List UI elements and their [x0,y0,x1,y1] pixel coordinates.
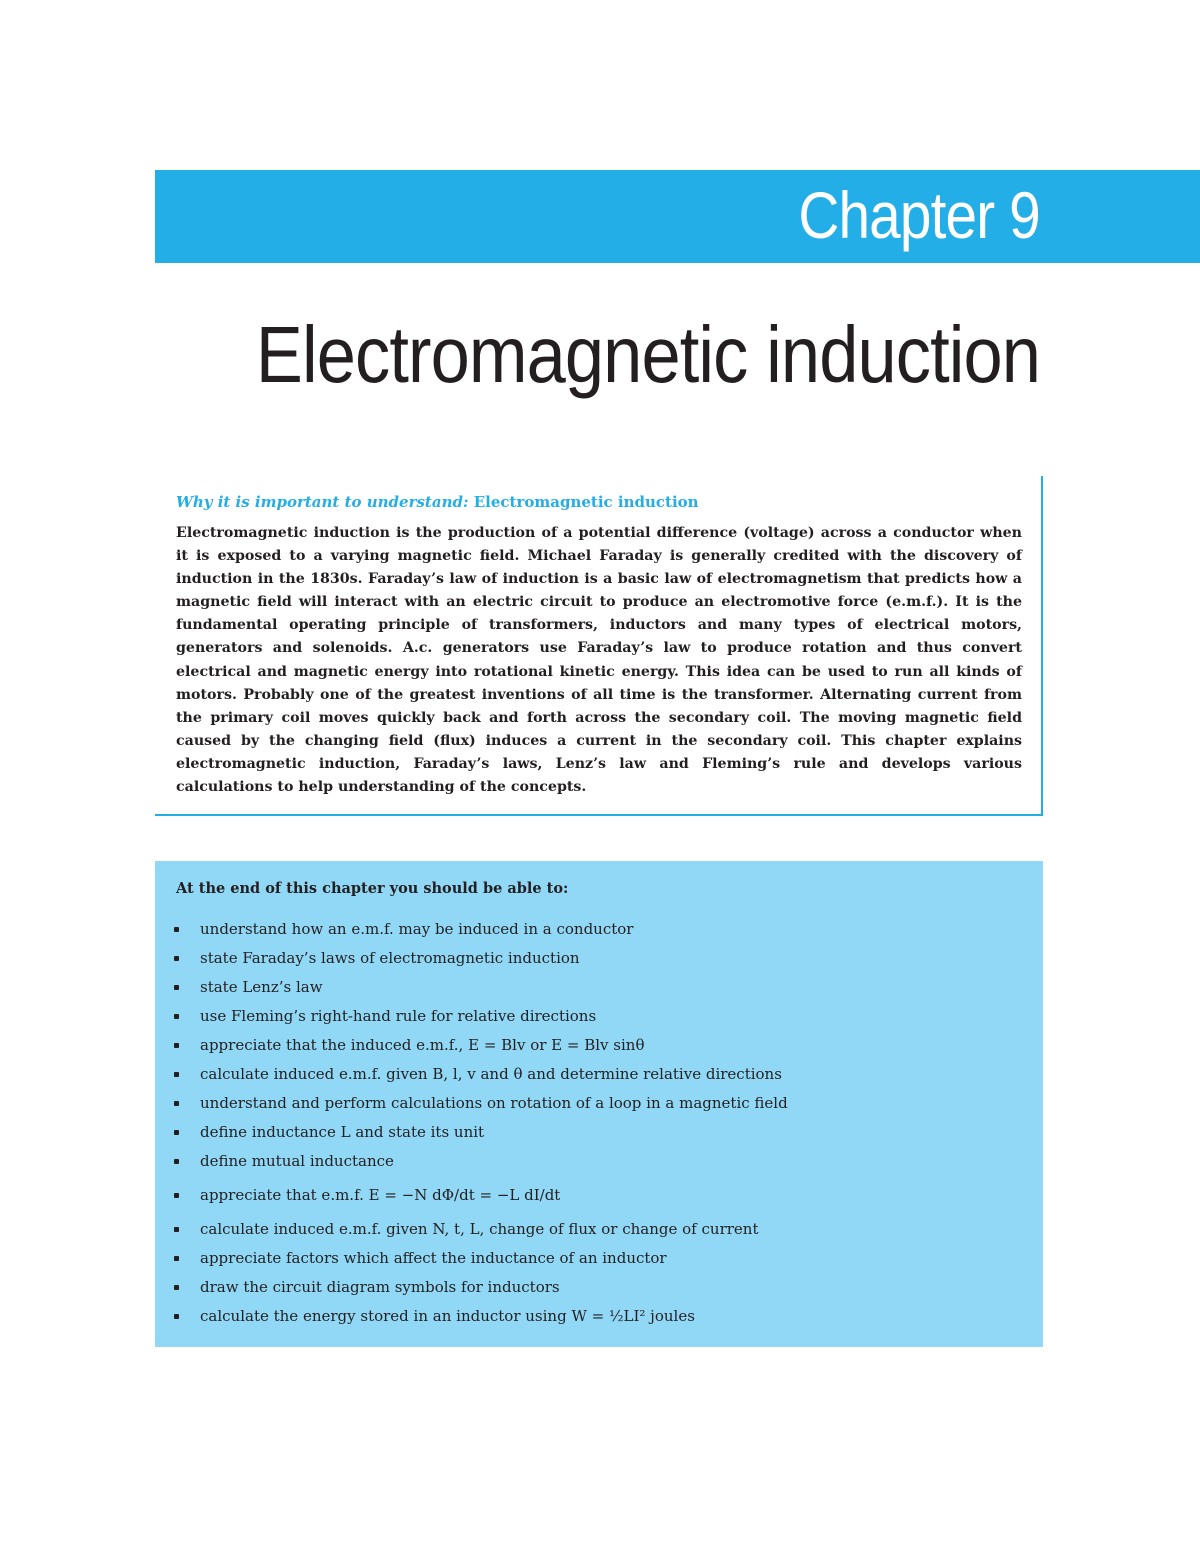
chapter-title: Electromagnetic induction [255,310,1040,399]
objective-text: use Fleming’s right-hand rule for relative directions [200,1007,597,1025]
objectives-heading: At the end of this chapter you should be able to: [176,880,569,897]
objective-text: appreciate factors which affect the inductance of an inductor [200,1249,667,1267]
objective-item [155,915,788,944]
objective-text: state Lenz’s law [200,978,323,996]
bullet-icon [174,1130,179,1135]
objective-item [155,973,788,1002]
bullet-icon [174,1101,179,1106]
objective-item [155,944,788,973]
bullet-icon [174,1256,179,1261]
why-heading-lead: Why it is important to understand: [176,493,469,511]
chapter-banner [155,170,1200,263]
bullet-icon [174,985,179,990]
objective-text: define mutual inductance [200,1152,394,1170]
bullet-icon [174,927,179,932]
objective-text: understand and perform calculations on rotation of a loop in a magnetic field [200,1094,788,1112]
objective-item [155,1002,788,1031]
why-heading-topic: Electromagnetic induction [468,493,699,511]
objective-text: draw the circuit diagram symbols for inductors [200,1278,560,1296]
objective-text: appreciate that e.m.f. E = −N dΦ/dt = −L dI/dt [200,1186,561,1204]
bullet-icon [174,1014,179,1019]
objective-text: state Faraday’s laws of electromagnetic induction [200,949,580,967]
objective-item [155,1031,788,1060]
bullet-icon [174,1159,179,1164]
objective-item [155,1118,788,1147]
why-heading [176,493,699,511]
chapter-label: Chapter 9 [798,178,1040,252]
objective-text: calculate induced e.m.f. given N, t, L, change of flux or change of current [200,1220,759,1238]
objective-item [155,1244,788,1273]
bullet-icon [174,1285,179,1290]
bullet-icon [174,1043,179,1048]
objective-text: appreciate that the induced e.m.f., E = Blv or E = Blv sinθ [200,1036,645,1054]
objective-item [155,1147,788,1176]
bullet-icon [174,1193,179,1198]
objective-item [155,1215,788,1244]
objective-text: define inductance L and state its unit [200,1123,485,1141]
objective-item [155,1060,788,1089]
objective-item [155,1273,788,1302]
objective-item [155,1176,788,1215]
objective-text: calculate induced e.m.f. given B, l, v and θ and determine relative directions [200,1065,782,1083]
why-body-text: Electromagnetic induction is the production of a potential difference (voltage) across a conductor when it is exposed to a varying magnetic field. Michael Faraday is generally credited with the discovery of induction in the 1830s. Faraday’s law of induction is a basic law of electromagnetism that predicts how a magnetic field will interact with an electric circuit to produce an electromotive force (e.m.f.). It is the fundamental operating principle of transformers, inductors and many types of electrical motors, generators and solenoids. A.c. generators use Faraday’s law to produce rotation and thus convert electrical and magnetic energy into rotational kinetic energy. This idea can be used to run all kinds of motors. Probably one of the greatest inventions of all time is the transformer. Alternating current from the primary coil moves quickly back and forth across the secondary coil. The moving magnetic field caused by the changing field (flux) induces a current in the secondary coil. This chapter explains electromagnetic induction, Faraday’s laws, Lenz’s law and Fleming’s rule and develops various calculations to help understanding of the concepts. [176,525,1022,796]
bullet-icon [174,1314,179,1319]
bullet-icon [174,956,179,961]
objective-item [155,1089,788,1118]
objective-text: calculate the energy stored in an inductor using W = ½LI² joules [200,1307,695,1325]
objective-text: understand how an e.m.f. may be induced in a conductor [200,920,634,938]
objectives-list [155,915,788,1331]
learning-objectives-box [155,861,1043,1347]
objective-item [155,1302,788,1331]
why-important-box [155,476,1043,816]
bullet-icon [174,1072,179,1077]
bullet-icon [174,1227,179,1232]
